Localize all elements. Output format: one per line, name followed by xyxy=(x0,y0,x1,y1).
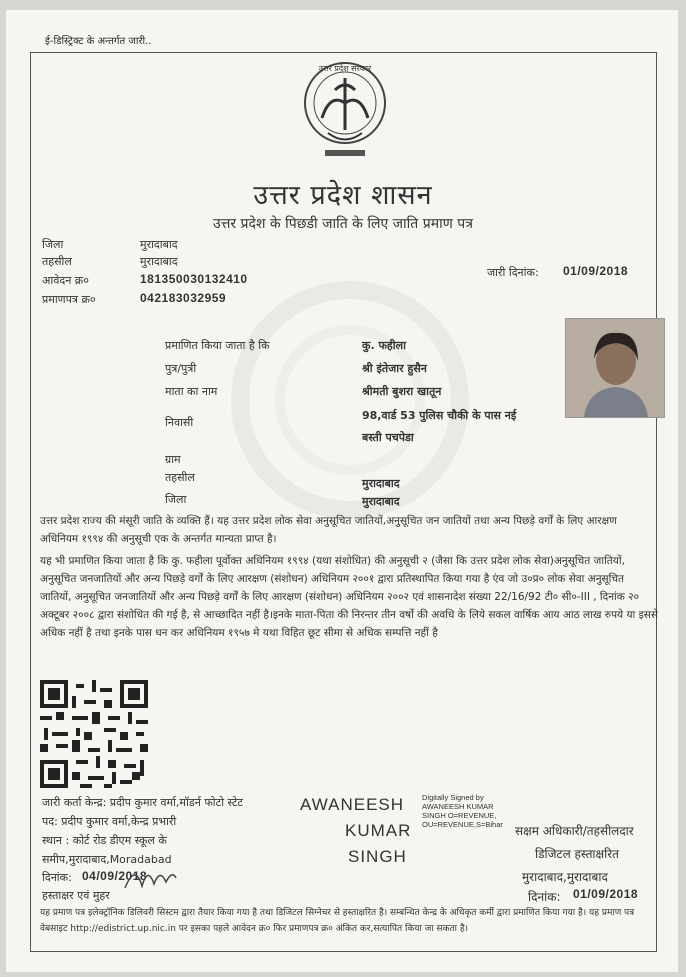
application-label: आवेदन क्र० xyxy=(42,274,89,287)
person-district-value: मुरादाबाद xyxy=(362,495,400,508)
certification-paragraph: यह भी प्रमाणित किया जाता है कि कु. फहीला पूर्वोक्त अधिनियम १९९४ (यथा संशोधित) की अनुसूची २ (जैसा कि उत्तर प्रदेश लोक सेवा)अनुसूचित जातियों, अनुसूचित जनजातियों और अन्य पिछड़े वर्गों के लिए आरक्षण (संशोधन) अधिनियम २००१ द्वारा प्रतिस्थापित किया गया है एंव जो उ०प्र० लोक सेवा अनुसूचित जातियों, अनुसूचित जनजातियों और अन्य पिछड़े वर्गों के लिए आरक्षण (संशोधन) अधिनियम २००२ एवं शासनादेश संख्या 22/16/92 टी० सी०-III , दिनांक २० अक्टूबर २००८ द्वारा संशोधित की गई है, से आच्छादित नहीं है।इनके माता-पिता की निरन्तर तीन वर्षो की अवधि के लिये सकल वार्षिक आय आठ लाख रुपये या इससे अधिक नहीं है तथा इनके पास धन कर अधिनियम १९५७ मे यथा विहित छूट सीमा से अधिक सम्पत्ति नहीं है xyxy=(40,555,658,639)
certified-label: प्रमाणित किया जाता है कि xyxy=(165,339,270,352)
up-emblem-icon xyxy=(300,58,390,168)
relation-label: पुत्र/पुत्री xyxy=(165,362,197,375)
application-number: 181350030132410 xyxy=(140,272,248,286)
officer-title: सक्षम अधिकारी/तहसीलदार xyxy=(515,824,634,838)
handwritten-signature-icon xyxy=(120,858,180,894)
digital-sign-small-line1: Digitally Signed by xyxy=(422,793,484,802)
issuer-post: पद: प्रदीप कुमार वर्मा,केन्द्र प्रभारी xyxy=(42,815,177,828)
officer-date-label: दिनांक: xyxy=(528,890,561,904)
tehsil-value: मुरादाबाद xyxy=(140,255,178,268)
page-subtitle: उत्तर प्रदेश के पिछडी जाति के लिए जाति प्रमाण पत्र xyxy=(213,216,473,232)
digital-sign-small-line2: AWANEESH KUMAR xyxy=(422,802,494,811)
issuer-date-label: दिनांक: xyxy=(42,871,72,884)
tehsil-label: तहसील xyxy=(42,255,72,268)
issue-date-value: 01/09/2018 xyxy=(563,264,629,278)
digital-sign-name-line3: SINGH xyxy=(348,847,407,866)
digital-sign-name-line2: KUMAR xyxy=(345,821,412,840)
issuer-date-value: 04/09/2018 xyxy=(82,869,148,883)
caste-paragraph: उत्तर प्रदेश राज्य की मंसूरी जाति के व्यक्ति हैं। यह उत्तर प्रदेश लोक सेवा अनुसूचित जातियों,अनुसूचित जन जातियों तथा अन्य पिछड़े वर्गों के लिए आरक्षण अधिनियम १९९४ की अनुसूची एक के अन्तर्गत मान्यता प्राप्त है। xyxy=(40,515,617,545)
person-tehsil-label: तहसील xyxy=(165,471,195,484)
mother-label: माता का नाम xyxy=(165,385,218,398)
mother-name: श्रीमती बुशरा खातून xyxy=(362,385,442,398)
watermark-seal-icon xyxy=(230,280,470,520)
certificate-number: 042183032959 xyxy=(140,291,227,305)
issue-date-label: जारी दिनांक: xyxy=(487,266,539,279)
village-label: ग्राम xyxy=(165,453,181,466)
issuer-place-line1: स्थान : कोर्ट रोड डीएम स्कूल के xyxy=(42,834,167,847)
applicant-name: कु. फहीला xyxy=(362,339,406,352)
signature-label: हस्ताक्षर एवं मुहर xyxy=(42,889,110,902)
certificate-label: प्रमाणपत्र क्र० xyxy=(42,293,96,306)
district-value: मुरादाबाद xyxy=(140,238,178,251)
emblem-text: उत्तर प्रदेश सरकार xyxy=(318,64,372,73)
residence-line1: 98,वार्ड 53 पुलिस चौकी के पास नई xyxy=(362,409,517,422)
issuer-centre: जारी कर्ता केन्द्र: प्रदीप कुमार वर्मा,मॉडर्न फोटो स्टेट xyxy=(42,796,243,809)
father-name: श्री इंतेजार हुसैन xyxy=(362,362,427,375)
person-tehsil-value: मुरादाबाद xyxy=(362,477,400,490)
officer-date-value: 01/09/2018 xyxy=(573,887,639,901)
person-photo-icon xyxy=(566,319,664,417)
person-district-label: जिला xyxy=(165,493,187,506)
residence-label: निवासी xyxy=(165,416,194,429)
digital-sign-small-line4: OU=REVENUE,S=Bihar xyxy=(422,820,503,829)
issuer-place-line2: समीप,मुरादाबाद,Moradabad xyxy=(42,853,172,866)
officer-digital-signed: डिजिटल हस्ताक्षरित xyxy=(535,847,619,861)
header-note: ई-डिस्ट्रिक्ट के अन्तर्गत जारी.. xyxy=(45,36,152,47)
officer-place: मुरादाबाद,मुरादाबाद xyxy=(522,870,608,884)
page-title: उत्तर प्रदेश शासन xyxy=(253,180,433,211)
footer-note: यह प्रमाण पत्र इलेक्ट्रॉनिक डिलिवरी सिस्टम द्वारा तैयार किया गया है तथा डिजिटल सिग्नेचर से हस्ताक्षरित है। सम्बन्धित केन्द्र के अधिकृत कर्मी द्वारा प्रमाणित किया गया है। यह प्रमाण पत्र वेबसाइट http://edistrict.up.nic.in पर इसका पहले आवेदन क्र० फिर प्रमाणपत्र क्र० अंकित कर,सत्यापित किया जा सकता है। xyxy=(40,908,635,934)
residence-line2: बस्ती पचपेडा xyxy=(362,431,414,444)
district-label: जिला xyxy=(42,238,64,251)
digital-sign-small-line3: SINGH O=REVENUE, xyxy=(422,811,497,820)
qr-code-icon xyxy=(40,680,148,788)
applicant-photo xyxy=(565,318,665,418)
digital-sign-name-line1: AWANEESH xyxy=(300,795,405,814)
